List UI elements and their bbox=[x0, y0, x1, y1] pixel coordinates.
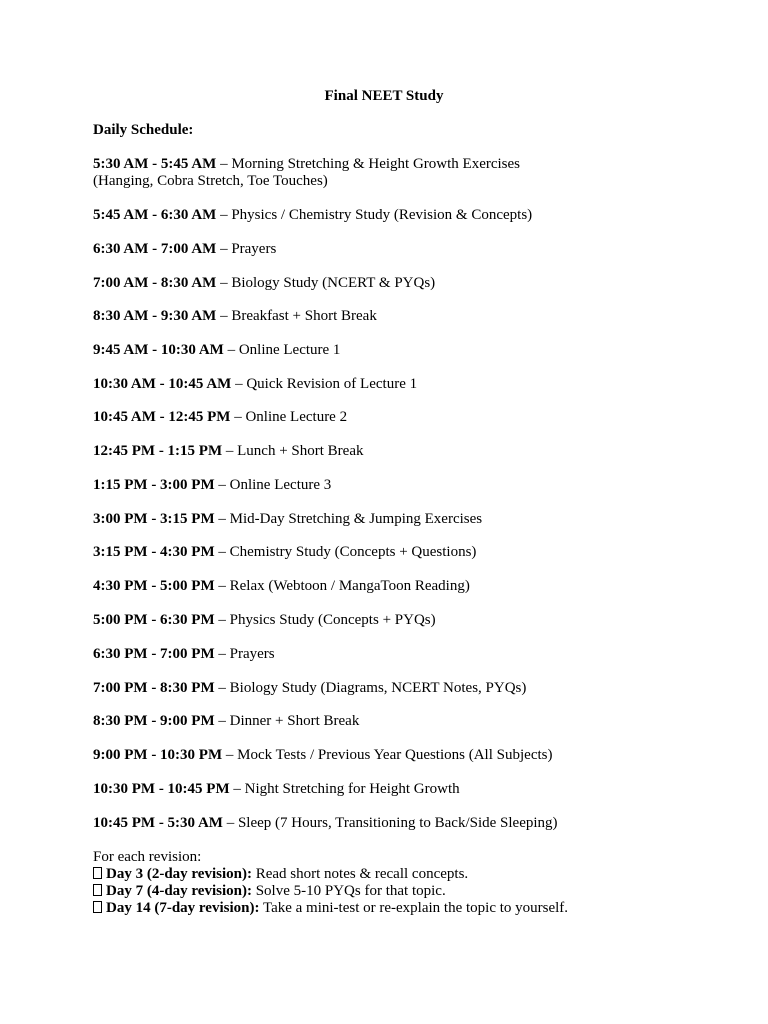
entry-activity: Night Stretching for Height Growth bbox=[244, 781, 460, 797]
entry-time: 7:00 AM - 8:30 AM bbox=[93, 275, 217, 291]
entry-dash: – bbox=[223, 342, 239, 358]
revision-text: Solve 5-10 PYQs for that topic. bbox=[251, 883, 446, 899]
entry-activity: Breakfast + Short Break bbox=[231, 308, 377, 324]
revision-text: Take a mini-test or re-explain the topic to yourself. bbox=[259, 900, 569, 916]
entry-time: 6:30 PM - 7:00 PM bbox=[93, 646, 215, 662]
entry-time: 3:15 PM - 4:30 PM bbox=[93, 544, 215, 560]
entry-activity: Quick Revision of Lecture 1 bbox=[246, 376, 418, 392]
entry-time: 5:45 AM - 6:30 AM bbox=[93, 207, 217, 223]
entry-activity: Chemistry Study (Concepts + Questions) bbox=[229, 544, 477, 560]
entry-time: 5:00 PM - 6:30 PM bbox=[93, 612, 215, 628]
entry-activity: Relax (Webtoon / MangaToon Reading) bbox=[229, 578, 470, 594]
entry-dash: – bbox=[229, 781, 245, 797]
schedule-entry bbox=[93, 156, 693, 190]
entry-dash: – bbox=[230, 409, 246, 425]
revision-item bbox=[93, 883, 713, 900]
schedule-entry bbox=[93, 680, 693, 697]
entry-dash: – bbox=[214, 612, 230, 628]
revision-block bbox=[93, 849, 713, 917]
entry-dash: – bbox=[216, 156, 232, 172]
schedule-entry bbox=[93, 409, 693, 426]
entry-dash: – bbox=[216, 241, 232, 257]
schedule-entry bbox=[93, 275, 693, 292]
revision-label: Day 7 (4-day revision): bbox=[106, 883, 252, 899]
schedule-entry bbox=[93, 781, 693, 798]
section-heading: Daily Schedule: bbox=[93, 122, 194, 138]
revision-item bbox=[93, 866, 713, 883]
schedule-entry bbox=[93, 578, 693, 595]
entry-dash: – bbox=[214, 680, 230, 696]
entry-dash: – bbox=[214, 477, 230, 493]
entry-dash: – bbox=[222, 815, 238, 831]
entry-time: 10:30 PM - 10:45 PM bbox=[93, 781, 230, 797]
schedule-entry bbox=[93, 376, 693, 393]
entry-dash: – bbox=[222, 443, 238, 459]
schedule-entry bbox=[93, 477, 693, 494]
page-title: Final NEET Study bbox=[324, 88, 444, 104]
schedule-entry bbox=[93, 815, 693, 832]
entry-activity-continued: (Hanging, Cobra Stretch, Toe Touches) bbox=[93, 173, 328, 189]
schedule-entry bbox=[93, 713, 693, 730]
entry-dash: – bbox=[214, 511, 230, 527]
entry-time: 9:45 AM - 10:30 AM bbox=[93, 342, 224, 358]
entry-activity: Online Lecture 2 bbox=[245, 409, 348, 425]
entry-time: 5:30 AM - 5:45 AM bbox=[93, 156, 217, 172]
schedule-entry bbox=[93, 308, 693, 325]
entry-dash: – bbox=[216, 207, 232, 223]
entry-activity: Dinner + Short Break bbox=[229, 713, 360, 729]
entry-time: 9:00 PM - 10:30 PM bbox=[93, 747, 223, 763]
entry-time: 8:30 AM - 9:30 AM bbox=[93, 308, 217, 324]
checkbox-icon bbox=[93, 884, 102, 896]
entry-activity: Mock Tests / Previous Year Questions (All Subjects) bbox=[237, 747, 553, 763]
revision-item bbox=[93, 900, 713, 917]
checkbox-icon bbox=[93, 901, 102, 913]
entry-activity: Biology Study (NCERT & PYQs) bbox=[231, 275, 436, 291]
schedule-entry bbox=[93, 747, 693, 764]
entry-time: 6:30 AM - 7:00 AM bbox=[93, 241, 217, 257]
entry-activity: Morning Stretching & Height Growth Exercises bbox=[231, 156, 521, 172]
entry-activity: Lunch + Short Break bbox=[237, 443, 364, 459]
entry-activity: Physics Study (Concepts + PYQs) bbox=[229, 612, 436, 628]
schedule-entry bbox=[93, 511, 693, 528]
schedule-entry bbox=[93, 646, 693, 663]
entry-dash: – bbox=[222, 747, 238, 763]
revision-label: Day 3 (2-day revision): bbox=[106, 866, 252, 882]
entry-time: 10:45 PM - 5:30 AM bbox=[93, 815, 223, 831]
entry-time: 3:00 PM - 3:15 PM bbox=[93, 511, 215, 527]
entry-dash: – bbox=[214, 544, 230, 560]
schedule-entry bbox=[93, 612, 693, 629]
schedule-entry bbox=[93, 342, 693, 359]
entry-activity: Prayers bbox=[229, 646, 275, 662]
entry-activity: Prayers bbox=[231, 241, 277, 257]
entry-time: 12:45 PM - 1:15 PM bbox=[93, 443, 223, 459]
entry-dash: – bbox=[216, 308, 232, 324]
entry-time: 10:45 AM - 12:45 PM bbox=[93, 409, 231, 425]
entry-activity: Biology Study (Diagrams, NCERT Notes, PYQs) bbox=[229, 680, 527, 696]
entry-activity: Physics / Chemistry Study (Revision & Concepts) bbox=[231, 207, 533, 223]
schedule-entry bbox=[93, 207, 693, 224]
entry-time: 10:30 AM - 10:45 AM bbox=[93, 376, 232, 392]
entry-activity: Online Lecture 3 bbox=[229, 477, 332, 493]
revision-label: Day 14 (7-day revision): bbox=[106, 900, 260, 916]
schedule-entry bbox=[93, 544, 693, 561]
entry-activity: Online Lecture 1 bbox=[238, 342, 341, 358]
checkbox-icon bbox=[93, 867, 102, 879]
entry-activity: Sleep (7 Hours, Transitioning to Back/Side Sleeping) bbox=[237, 815, 558, 831]
schedule-entry bbox=[93, 443, 693, 460]
schedule-entry bbox=[93, 241, 693, 258]
entry-time: 7:00 PM - 8:30 PM bbox=[93, 680, 215, 696]
entry-time: 8:30 PM - 9:00 PM bbox=[93, 713, 215, 729]
entry-dash: – bbox=[216, 275, 232, 291]
revision-intro: For each revision: bbox=[93, 849, 202, 865]
entry-activity: Mid-Day Stretching & Jumping Exercises bbox=[229, 511, 483, 527]
revision-text: Read short notes & recall concepts. bbox=[251, 866, 469, 882]
entry-dash: – bbox=[214, 646, 230, 662]
entry-dash: – bbox=[231, 376, 247, 392]
entry-dash: – bbox=[214, 578, 230, 594]
entry-time: 1:15 PM - 3:00 PM bbox=[93, 477, 215, 493]
entry-time: 4:30 PM - 5:00 PM bbox=[93, 578, 215, 594]
entry-dash: – bbox=[214, 713, 230, 729]
